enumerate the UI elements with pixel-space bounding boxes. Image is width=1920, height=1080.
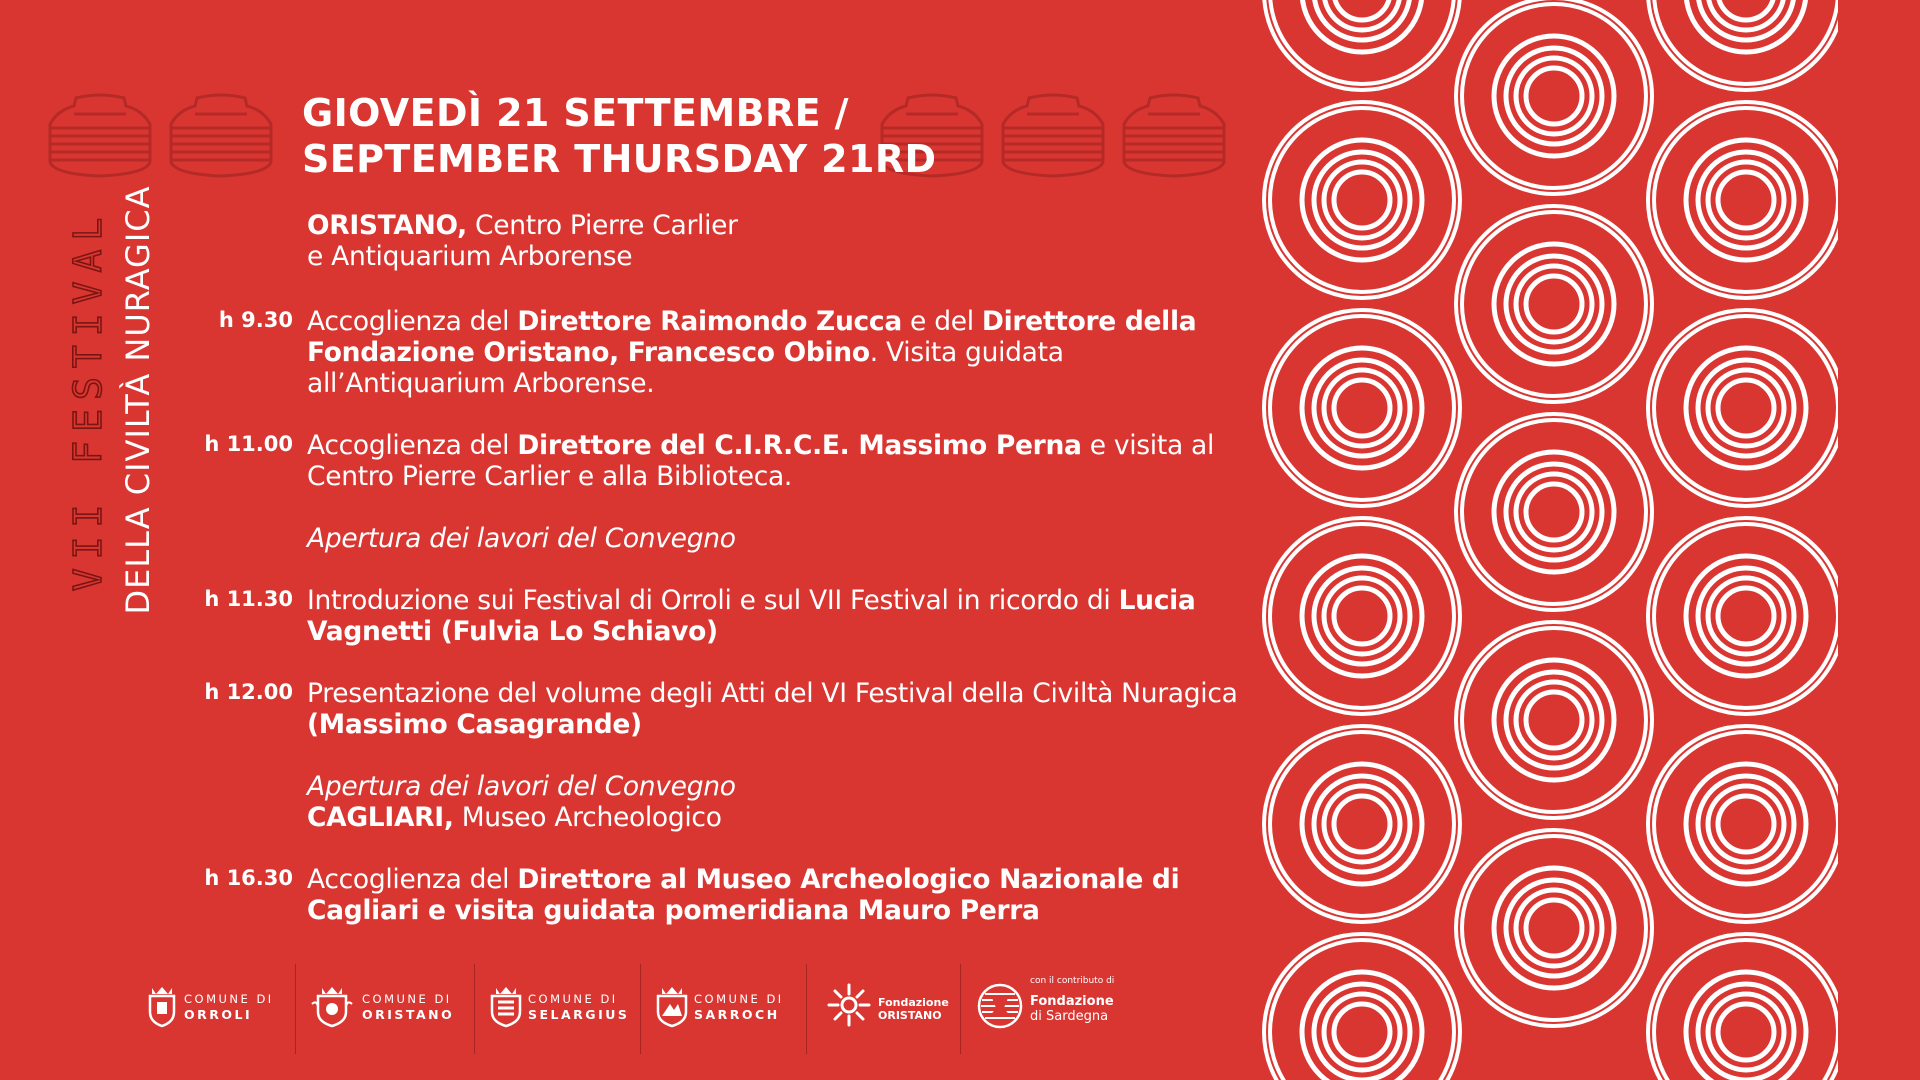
entry-text (307, 864, 1247, 926)
concentric-circle (1264, 726, 1460, 922)
fondazione-sardegna-line2: di Sardegna (1030, 1009, 1109, 1024)
opening2-text: Apertura dei lavori del Convegno (307, 771, 736, 802)
concentric-circle (1648, 518, 1838, 714)
sponsor-footer (130, 962, 1130, 1052)
text-bold: Direttore Raimondo Zucca (517, 306, 902, 337)
municipal-crest-icon (144, 984, 180, 1028)
entry-time: h 16.30 (204, 866, 293, 890)
page-title (302, 90, 937, 182)
pots-left (46, 92, 283, 182)
concentric-circle (1264, 934, 1460, 1080)
text-bold: Direttore al Museo Archeologico Nazionale di Cagliari e visita guidata pomeridiana Mauro Perra (307, 864, 1180, 926)
concentric-circle (1648, 0, 1838, 90)
text-bold: (Massimo Casagrande) (307, 709, 642, 740)
text-part: Accoglienza del (307, 864, 518, 895)
entry-time: h 12.00 (204, 680, 293, 704)
text-part: e del (901, 306, 982, 337)
logo-top-text: COMUNE DI (362, 992, 452, 1006)
vertical-title-line2: DELLA CIVILTÀ NURAGICA (119, 185, 157, 615)
concentric-circle (1456, 206, 1652, 402)
vertical-title-line1: VII FESTIVAL (66, 208, 110, 592)
location1-place2: e Antiquarium Arborense (307, 241, 633, 272)
location2-city: CAGLIARI, (307, 802, 454, 833)
municipal-crest-icon (654, 984, 690, 1028)
concentric-circle (1648, 310, 1838, 506)
fondazione-sardegna-icon (976, 982, 1024, 1030)
text-part: Accoglienza del (307, 306, 518, 337)
entry-time: h 11.30 (204, 587, 293, 611)
concentric-circle (1648, 934, 1838, 1080)
divider (960, 964, 961, 1054)
divider (474, 964, 475, 1054)
concentric-circle (1456, 622, 1652, 818)
municipal-crest-icon (310, 984, 354, 1028)
text-part: Introduzione sui Festival di Orroli e sul VII Festival in ricordo di (307, 585, 1119, 616)
fondazione-oristano-line1: Fondazione (878, 996, 949, 1009)
concentric-circle (1648, 102, 1838, 298)
nuragic-pot-icon (167, 92, 275, 178)
nuragic-pot-icon (1120, 92, 1228, 178)
location2-place: Museo Archeologico (453, 802, 722, 833)
entry-text (307, 430, 1247, 492)
entry-text (307, 306, 1247, 399)
entry-text (307, 678, 1247, 740)
concentric-circle (1648, 726, 1838, 922)
divider (295, 964, 296, 1054)
concentric-circle (1264, 0, 1460, 90)
text-part: e visita al Centro Pierre Carlier e alla Biblioteca. (307, 430, 1215, 492)
divider (806, 964, 807, 1054)
concentric-circle (1456, 0, 1652, 194)
entry-time: h 11.00 (204, 432, 293, 456)
location1-city: ORISTANO, (307, 210, 467, 241)
logo-bottom-text: SARROCH (694, 1007, 780, 1022)
nuragic-pot-icon (999, 92, 1107, 178)
fondazione-oristano-line2: ORISTANO (878, 1009, 942, 1022)
text-bold: Direttore della Fondazione Oristano, Francesco Obino (307, 306, 1197, 368)
logo-bottom-text: SELARGIUS (528, 1007, 630, 1022)
entry-time: h 9.30 (218, 308, 293, 332)
location1-place: Centro Pierre Carlier (466, 210, 738, 241)
contrib-label: con il contributo di (1030, 976, 1115, 986)
text-part: . Visita guidata all’Antiquarium Arborense. (307, 337, 1064, 399)
fondazione-sardegna-line1: Fondazione (1030, 994, 1114, 1009)
entry-text (307, 585, 1247, 647)
opening1-text: Apertura dei lavori del Convegno (307, 523, 736, 554)
text-part: Accoglienza del (307, 430, 518, 461)
concentric-circle (1456, 414, 1652, 610)
logo-top-text: COMUNE DI (184, 992, 274, 1006)
title-line1: GIOVEDÌ 21 SETTEMBRE / (302, 91, 849, 135)
concentric-circle (1264, 310, 1460, 506)
concentric-circle (1264, 102, 1460, 298)
nuragic-pot-icon (46, 92, 154, 178)
circle-pattern-svg (1262, 0, 1838, 1080)
logo-top-text: COMUNE DI (694, 992, 784, 1006)
logo-top-text: COMUNE DI (528, 992, 618, 1006)
concentric-circle-pattern (1262, 0, 1838, 1080)
fondazione-oristano-star-icon (826, 982, 872, 1028)
title-line2: SEPTEMBER THURSDAY 21RD (302, 137, 937, 181)
concentric-circle (1264, 518, 1460, 714)
text-part: Presentazione del volume degli Atti del VI Festival della Civiltà Nuragica (307, 678, 1238, 709)
text-bold: Lucia Vagnetti (Fulvia Lo Schiavo) (307, 585, 1196, 647)
divider (640, 964, 641, 1054)
concentric-circle (1456, 830, 1652, 1026)
logo-bottom-text: ORROLI (184, 1007, 253, 1022)
vertical-festival-title (0, 0, 157, 615)
municipal-crest-icon (488, 984, 524, 1028)
text-bold: Direttore del C.I.R.C.E. Massimo Perna (517, 430, 1082, 461)
logo-bottom-text: ORISTANO (362, 1007, 455, 1022)
